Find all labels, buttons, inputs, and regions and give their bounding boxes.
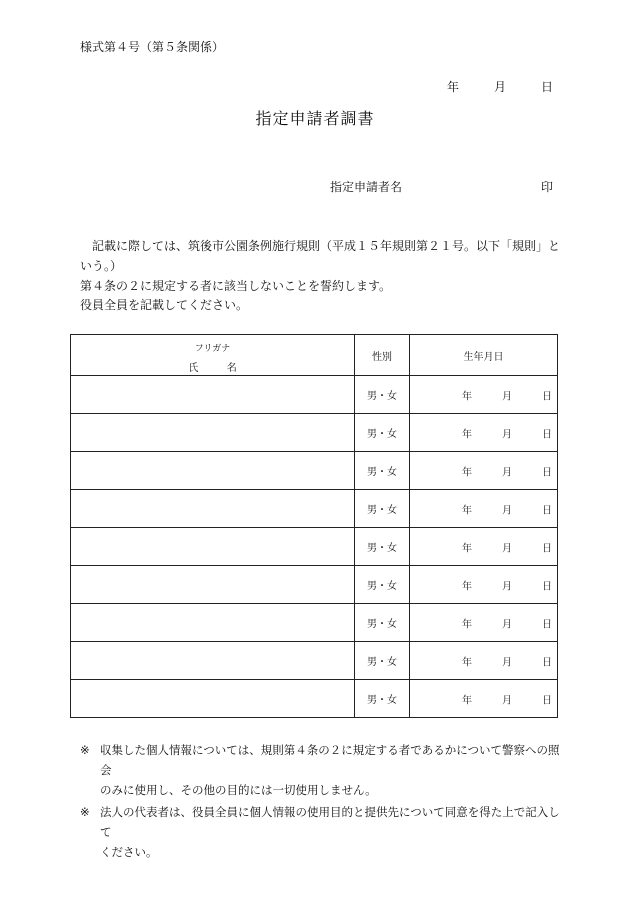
birth-day-label: 日 xyxy=(542,391,552,402)
birthdate-cell[interactable] xyxy=(410,528,558,566)
seal-mark: 印 xyxy=(541,180,554,194)
gender-cell[interactable]: 男・女 xyxy=(355,566,410,604)
birth-month-label: 月 xyxy=(502,429,512,440)
date-month-label: 月 xyxy=(494,80,507,94)
pledge-line-1: 記載に際しては、筑後市公園条例施行規則（平成１５年規則第２１号。以下「規則」という。） xyxy=(80,239,561,273)
table-row xyxy=(71,376,558,414)
birth-year-label: 年 xyxy=(462,505,472,516)
note-line: ください。 xyxy=(100,845,158,859)
birthdate-cell[interactable] xyxy=(410,566,558,604)
table-row xyxy=(71,528,558,566)
table-row xyxy=(71,452,558,490)
note-line: 法人の代表者は、役員全員に個人情報の使用目的と提供先について同意を得た上で記入して xyxy=(100,805,560,839)
name-label-2: 名 xyxy=(226,363,237,374)
name-cell[interactable] xyxy=(71,414,355,452)
name-cell[interactable] xyxy=(71,376,355,414)
table-row xyxy=(71,490,558,528)
birth-day-label: 日 xyxy=(542,619,552,630)
gender-cell[interactable]: 男・女 xyxy=(355,376,410,414)
date-day-label: 日 xyxy=(541,80,554,94)
gender-cell[interactable]: 男・女 xyxy=(355,414,410,452)
birth-month-label: 月 xyxy=(502,581,512,592)
instruction-text: 役員全員を記載してください。 xyxy=(80,298,249,312)
birthdate-cell[interactable] xyxy=(410,604,558,642)
table-row xyxy=(71,566,558,604)
name-cell[interactable] xyxy=(71,566,355,604)
name-cell[interactable] xyxy=(71,604,355,642)
birth-year-label: 年 xyxy=(462,467,472,478)
birth-day-label: 日 xyxy=(542,429,552,440)
notes-section xyxy=(80,740,560,864)
birth-day-label: 日 xyxy=(542,695,552,706)
birth-month-label: 月 xyxy=(502,391,512,402)
gender-cell[interactable]: 男・女 xyxy=(355,604,410,642)
birth-month-label: 月 xyxy=(502,695,512,706)
note-mark: ※ xyxy=(80,805,90,819)
birthdate-cell[interactable] xyxy=(410,490,558,528)
birth-day-label: 日 xyxy=(542,543,552,554)
birth-year-label: 年 xyxy=(462,581,472,592)
officers-table xyxy=(70,334,558,718)
gender-cell[interactable]: 男・女 xyxy=(355,452,410,490)
gender-cell[interactable]: 男・女 xyxy=(355,642,410,680)
applicant-name-label: 指定申請者名 xyxy=(330,180,403,194)
name-cell[interactable] xyxy=(71,642,355,680)
birth-year-label: 年 xyxy=(462,695,472,706)
date-year-label: 年 xyxy=(447,80,460,94)
table-row xyxy=(71,414,558,452)
note-line: 収集した個人情報については、規則第４条の２に規定する者であるかについて警察への照会 xyxy=(100,743,560,777)
name-label-1: 氏 xyxy=(188,363,199,374)
birthdate-column-header: 生年月日 xyxy=(410,335,558,376)
birth-month-label: 月 xyxy=(502,619,512,630)
birthdate-cell[interactable] xyxy=(410,452,558,490)
furigana-label: フリガナ xyxy=(194,344,231,354)
name-cell[interactable] xyxy=(71,452,355,490)
note-mark: ※ xyxy=(80,743,90,757)
pledge-statement xyxy=(80,236,560,296)
birth-year-label: 年 xyxy=(462,543,472,554)
name-cell[interactable] xyxy=(71,680,355,718)
note-line: のみに使用し、その他の目的には一切使用しません。 xyxy=(100,783,377,797)
table-header-row xyxy=(71,335,558,376)
birth-day-label: 日 xyxy=(542,505,552,516)
birth-month-label: 月 xyxy=(502,657,512,668)
note-item xyxy=(80,802,560,862)
birthdate-cell[interactable] xyxy=(410,376,558,414)
birth-year-label: 年 xyxy=(462,619,472,630)
gender-cell[interactable]: 男・女 xyxy=(355,490,410,528)
gender-cell[interactable]: 男・女 xyxy=(355,528,410,566)
form-number: 様式第４号（第５条関係） xyxy=(80,40,225,54)
birth-month-label: 月 xyxy=(502,505,512,516)
table-row xyxy=(71,604,558,642)
birth-month-label: 月 xyxy=(502,467,512,478)
birth-day-label: 日 xyxy=(542,467,552,478)
birth-day-label: 日 xyxy=(542,581,552,592)
birth-year-label: 年 xyxy=(462,657,472,668)
birth-month-label: 月 xyxy=(502,543,512,554)
pledge-line-2: 第４条の２に規定する者に該当しないことを誓約します。 xyxy=(80,279,392,293)
birth-year-label: 年 xyxy=(462,429,472,440)
table-row xyxy=(71,642,558,680)
birth-year-label: 年 xyxy=(462,391,472,402)
birthdate-cell[interactable] xyxy=(410,680,558,718)
name-cell[interactable] xyxy=(71,490,355,528)
gender-cell[interactable]: 男・女 xyxy=(355,680,410,718)
name-cell[interactable] xyxy=(71,528,355,566)
table-row xyxy=(71,680,558,718)
gender-column-header: 性別 xyxy=(355,335,410,376)
birthdate-cell[interactable] xyxy=(410,414,558,452)
birthdate-cell[interactable] xyxy=(410,642,558,680)
note-item xyxy=(80,740,560,800)
birth-day-label: 日 xyxy=(542,657,552,668)
document-title: 指定申請者調書 xyxy=(255,109,375,128)
name-column-header xyxy=(71,335,355,376)
